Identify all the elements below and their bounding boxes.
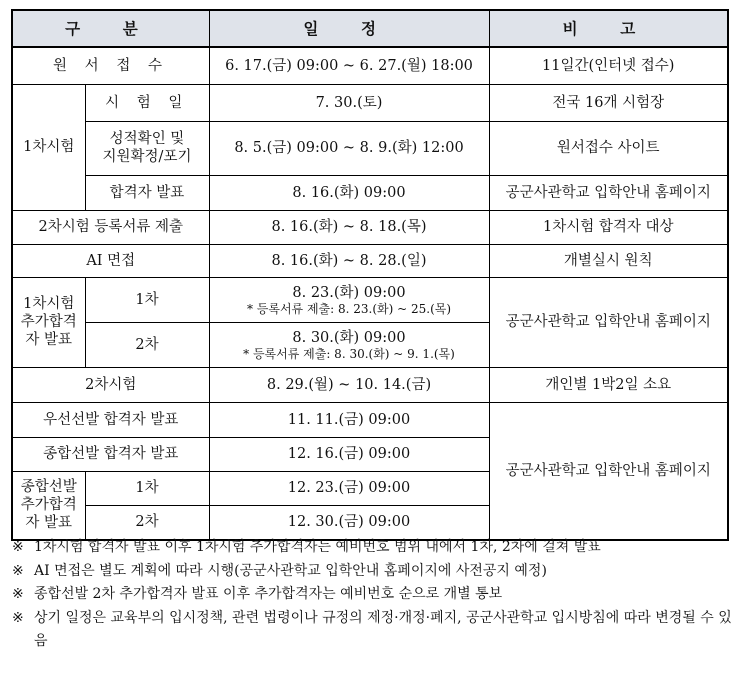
row-schedule: 12. 16.(금) 09:00 xyxy=(209,437,489,471)
table-row xyxy=(12,84,728,121)
footnote-item xyxy=(12,583,732,607)
round-label: 1차 xyxy=(85,471,209,505)
group-label xyxy=(12,471,85,540)
note-marker: ※ xyxy=(12,539,24,555)
row-schedule: 8. 5.(금) 09:00 ~ 8. 9.(화) 12:00 xyxy=(209,121,489,175)
group-label: 1차시험 xyxy=(12,84,85,210)
table-row xyxy=(12,175,728,210)
footnote-item xyxy=(12,607,732,654)
note-text: AI 면접은 별도 계획에 따라 시행(공군사관학교 입학안내 홈페이지에 사전공지 예정) xyxy=(34,562,547,579)
schedule-sub-note: * 등록서류 제출: 8. 30.(화) ~ 9. 1.(목) xyxy=(243,346,455,361)
row-remarks: 공군사관학교 입학안내 홈페이지 xyxy=(489,175,728,210)
round-label: 2차 xyxy=(85,322,209,367)
note-text: 상기 일정은 교육부의 입시정책, 관련 법령이나 규정의 제정·개정·폐지, 공군사관학교 입시방침에 따라 변경될 수 있음 xyxy=(34,609,732,649)
footnotes xyxy=(12,536,732,654)
note-text: 종합선발 2차 추가합격자 발표 이후 추가합격자는 예비번호 순으로 개별 통보 xyxy=(34,586,503,602)
round-label: 1차 xyxy=(85,277,209,322)
row-label: 2차시험 xyxy=(12,367,209,402)
group-label-line: 1차시험 xyxy=(23,296,75,312)
footnote-item xyxy=(12,536,732,560)
row-remarks: 공군사관학교 입학안내 홈페이지 xyxy=(489,402,728,540)
row-schedule: 12. 30.(금) 09:00 xyxy=(209,505,489,540)
table-row xyxy=(12,121,728,175)
header-schedule: 일 정 xyxy=(209,10,489,47)
row-remarks: 개별실시 원칙 xyxy=(489,244,728,277)
row-schedule: 11. 11.(금) 09:00 xyxy=(209,402,489,437)
row-label: 원 서 접 수 xyxy=(12,47,209,84)
header-remarks: 비 고 xyxy=(489,10,728,47)
table-row xyxy=(12,47,728,84)
row-schedule: 7. 30.(토) xyxy=(209,84,489,121)
row-label xyxy=(85,121,209,175)
row-label: 합격자 발표 xyxy=(85,175,209,210)
row-label: 우선선발 합격자 발표 xyxy=(12,402,209,437)
row-remarks: 전국 16개 시험장 xyxy=(489,84,728,121)
note-marker: ※ xyxy=(12,609,24,626)
row-schedule: 12. 23.(금) 09:00 xyxy=(209,471,489,505)
row-schedule xyxy=(209,322,489,367)
schedule-table xyxy=(11,9,729,541)
note-marker: ※ xyxy=(12,562,24,579)
row-remarks: 11일간(인터넷 접수) xyxy=(489,47,728,84)
group-label-line: 추가합격자 발표 xyxy=(20,497,77,532)
row-label-line: 지원확정/포기 xyxy=(102,149,192,165)
header-category: 구 분 xyxy=(12,10,209,47)
row-schedule: 8. 16.(화) ~ 8. 28.(일) xyxy=(209,244,489,277)
row-schedule: 8. 16.(화) ~ 8. 18.(목) xyxy=(209,210,489,244)
row-remarks: 1차시험 합격자 대상 xyxy=(489,210,728,244)
table-row xyxy=(12,402,728,437)
row-label: 종합선발 합격자 발표 xyxy=(12,437,209,471)
row-schedule: 8. 16.(화) 09:00 xyxy=(209,175,489,210)
schedule-sub-note: * 등록서류 제출: 8. 23.(화) ~ 25.(목) xyxy=(246,301,452,316)
row-remarks: 공군사관학교 입학안내 홈페이지 xyxy=(489,277,728,367)
group-label-line: 종합선발 xyxy=(20,479,77,496)
note-text: 1차시험 합격자 발표 이후 1차시험 추가합격자는 예비번호 범위 내에서 1차, 2차에 걸쳐 발표 xyxy=(34,539,601,555)
row-label-line: 성적확인 및 xyxy=(109,131,185,147)
schedule-main: 8. 30.(화) 09:00 xyxy=(292,329,406,346)
schedule-main: 8. 23.(화) 09:00 xyxy=(292,284,406,301)
row-remarks: 원서접수 사이트 xyxy=(489,121,728,175)
table-row xyxy=(12,210,728,244)
round-label: 2차 xyxy=(85,505,209,540)
footnote-item xyxy=(12,560,732,584)
header-row xyxy=(12,10,728,47)
group-label xyxy=(12,277,85,367)
row-label: 2차시험 등록서류 제출 xyxy=(12,210,209,244)
table-row xyxy=(12,367,728,402)
note-marker: ※ xyxy=(12,586,24,602)
group-label-line: 추가합격자 발표 xyxy=(20,314,77,348)
row-remarks: 개인별 1박2일 소요 xyxy=(489,367,728,402)
row-schedule xyxy=(209,277,489,322)
table-row xyxy=(12,277,728,322)
table-row xyxy=(12,244,728,277)
row-schedule: 6. 17.(금) 09:00 ~ 6. 27.(월) 18:00 xyxy=(209,47,489,84)
row-label: 시 험 일 xyxy=(85,84,209,121)
row-schedule: 8. 29.(월) ~ 10. 14.(금) xyxy=(209,367,489,402)
row-label: AI 면접 xyxy=(12,244,209,277)
